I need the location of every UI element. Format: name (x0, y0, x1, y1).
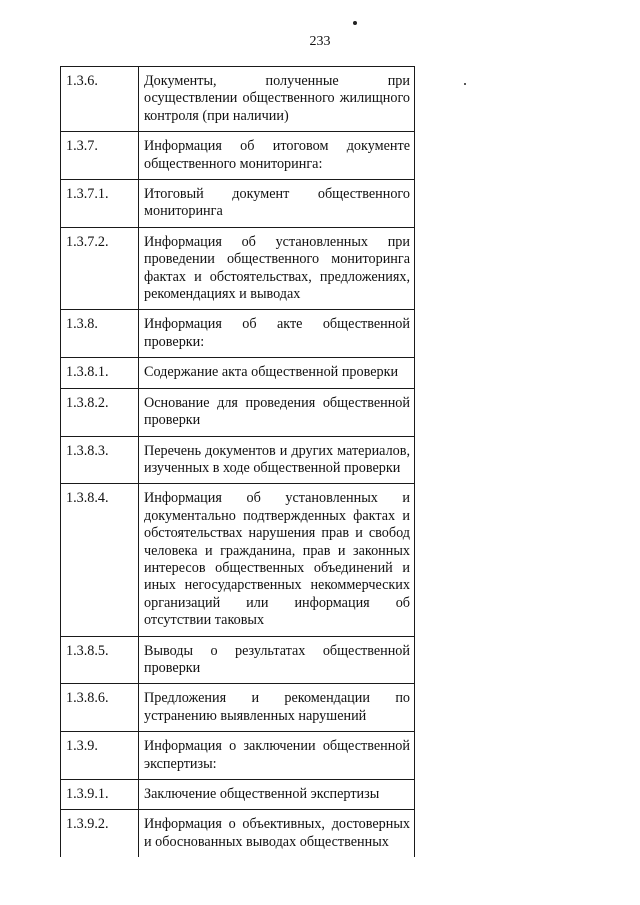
row-text: Информация об акте общественной проверки: (139, 310, 415, 358)
scan-speck (353, 21, 357, 25)
row-text: Выводы о результатах общественной проверки (139, 636, 415, 684)
row-number: 1.3.7.2. (61, 227, 139, 310)
row-text: Заключение общественной экспертизы (139, 780, 415, 810)
row-number: 1.3.7. (61, 132, 139, 180)
table-row (61, 67, 415, 132)
table-row (61, 227, 415, 310)
row-text: Содержание акта общественной проверки (139, 358, 415, 388)
row-text: Информация о заключении общественной экспертизы: (139, 732, 415, 780)
page-number: 233 (309, 34, 331, 49)
row-number: 1.3.9.1. (61, 780, 139, 810)
row-number: 1.3.8.5. (61, 636, 139, 684)
row-number: 1.3.8.2. (61, 388, 139, 436)
row-number: 1.3.8. (61, 310, 139, 358)
row-text: Документы, полученные при осуществлении общественного жилищного контроля (при наличии) (139, 67, 415, 132)
table-row (61, 388, 415, 436)
table-row (61, 310, 415, 358)
table-row (61, 684, 415, 732)
row-text: Итоговый документ общественного мониторинга (139, 180, 415, 228)
table-row (61, 132, 415, 180)
row-number: 1.3.8.1. (61, 358, 139, 388)
table-row (61, 358, 415, 388)
row-number: 1.3.9. (61, 732, 139, 780)
row-number: 1.3.6. (61, 67, 139, 132)
table-row (61, 810, 415, 857)
row-text: Информация об установленных и документально подтвержденных фактах и обстоятельствах нарушения прав и свобод человека и гражданина, прав и законных интересов общественных объединений и иных негосударственных некоммерческих организаций или информация об отсутствии таковых (139, 484, 415, 636)
table-row (61, 636, 415, 684)
row-number: 1.3.9.2. (61, 810, 139, 857)
table-row (61, 436, 415, 484)
scan-speck (464, 83, 466, 85)
row-text: Основание для проведения общественной проверки (139, 388, 415, 436)
row-text: Информация об установленных при проведении общественного мониторинга фактах и обстоятельствах, предложениях, рекомендациях и выводах (139, 227, 415, 310)
row-text: Предложения и рекомендации по устранению выявленных нарушений (139, 684, 415, 732)
row-text: Информация об итоговом документе общественного мониторинга: (139, 132, 415, 180)
row-number: 1.3.8.3. (61, 436, 139, 484)
row-number: 1.3.8.6. (61, 684, 139, 732)
row-text: Перечень документов и других материалов, изученных в ходе общественной проверки (139, 436, 415, 484)
row-number: 1.3.8.4. (61, 484, 139, 636)
table-row (61, 180, 415, 228)
table-row (61, 780, 415, 810)
document-table (60, 66, 415, 857)
table-row (61, 732, 415, 780)
table-row (61, 484, 415, 636)
row-number: 1.3.7.1. (61, 180, 139, 228)
row-text: Информация о объективных, достоверных и обоснованных выводах общественных (139, 810, 415, 857)
